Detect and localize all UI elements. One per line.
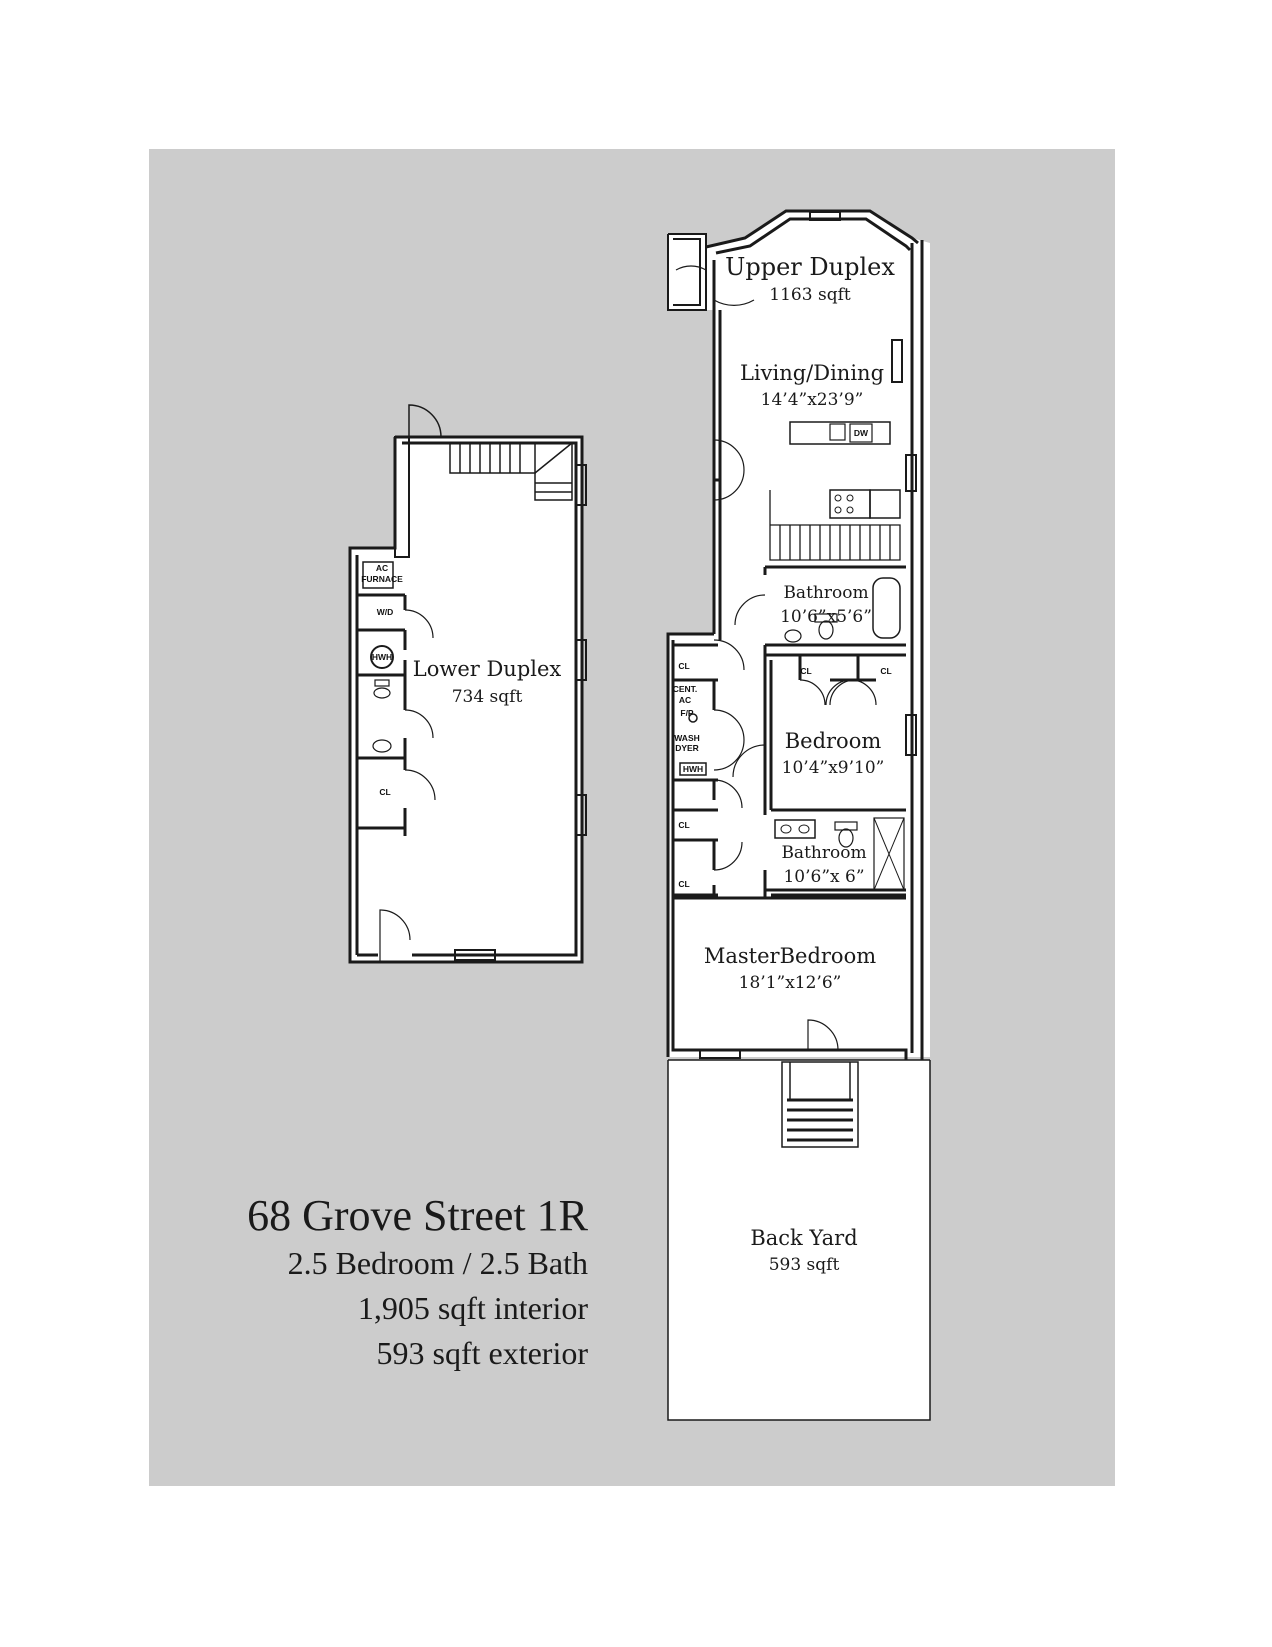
upper-dyer-label: DYER xyxy=(675,743,699,753)
address-title: 68 Grove Street 1R xyxy=(247,1191,588,1240)
living-dining-name: Living/Dining xyxy=(739,361,885,385)
exterior-area: 593 sqft exterior xyxy=(376,1335,588,1371)
master-bedroom-dim: 18’1”x12’6” xyxy=(738,973,842,993)
upper-hwh-label: HWH xyxy=(682,764,704,774)
upper-cl-label-1: CL xyxy=(678,661,690,671)
rooms-summary: 2.5 Bedroom / 2.5 Bath xyxy=(287,1245,588,1281)
upper-duplex-name: Upper Duplex xyxy=(725,253,895,281)
bathroom-1-name: Bathroom xyxy=(783,583,869,603)
lower-ac-label: AC xyxy=(375,563,389,573)
lower-duplex-area: 734 sqft xyxy=(451,687,523,707)
master-bedroom-name: MasterBedroom xyxy=(703,944,877,968)
back-yard xyxy=(668,1060,930,1420)
upper-ac-label: AC xyxy=(678,695,692,705)
lower-furnace-label: FURNACE xyxy=(361,574,403,584)
upper-cl-label-5: CL xyxy=(678,879,690,889)
upper-fp-label: F/P xyxy=(680,708,694,718)
living-dining-dim: 14’4”x23’9” xyxy=(760,390,864,410)
upper-cent-label: CENT. xyxy=(672,684,698,694)
interior-area: 1,905 sqft interior xyxy=(357,1290,588,1326)
plan-background xyxy=(149,149,1115,1486)
bathroom-2-dim: 10’6”x 6” xyxy=(783,867,865,887)
upper-dw-label: DW xyxy=(853,428,869,438)
bedroom-dim: 10’4”x9’10” xyxy=(781,758,885,778)
lower-hwh-label: HWH xyxy=(371,652,393,662)
upper-cl-label-2: CL xyxy=(800,666,812,676)
upper-wash-label: WASH xyxy=(674,733,700,743)
lower-wd-label: W/D xyxy=(376,607,394,617)
back-yard-name: Back Yard xyxy=(750,1226,858,1250)
bedroom-name: Bedroom xyxy=(784,729,882,753)
lower-duplex-name: Lower Duplex xyxy=(412,657,562,681)
bathroom-2-name: Bathroom xyxy=(781,843,867,863)
upper-cl-label-3: CL xyxy=(880,666,892,676)
upper-cl-label-4: CL xyxy=(678,820,690,830)
back-yard-area: 593 sqft xyxy=(768,1255,840,1275)
upper-duplex-area: 1163 sqft xyxy=(769,285,851,305)
lower-cl-label: CL xyxy=(379,787,391,797)
bathroom-1-dim: 10’6”x5’6” xyxy=(780,607,872,627)
